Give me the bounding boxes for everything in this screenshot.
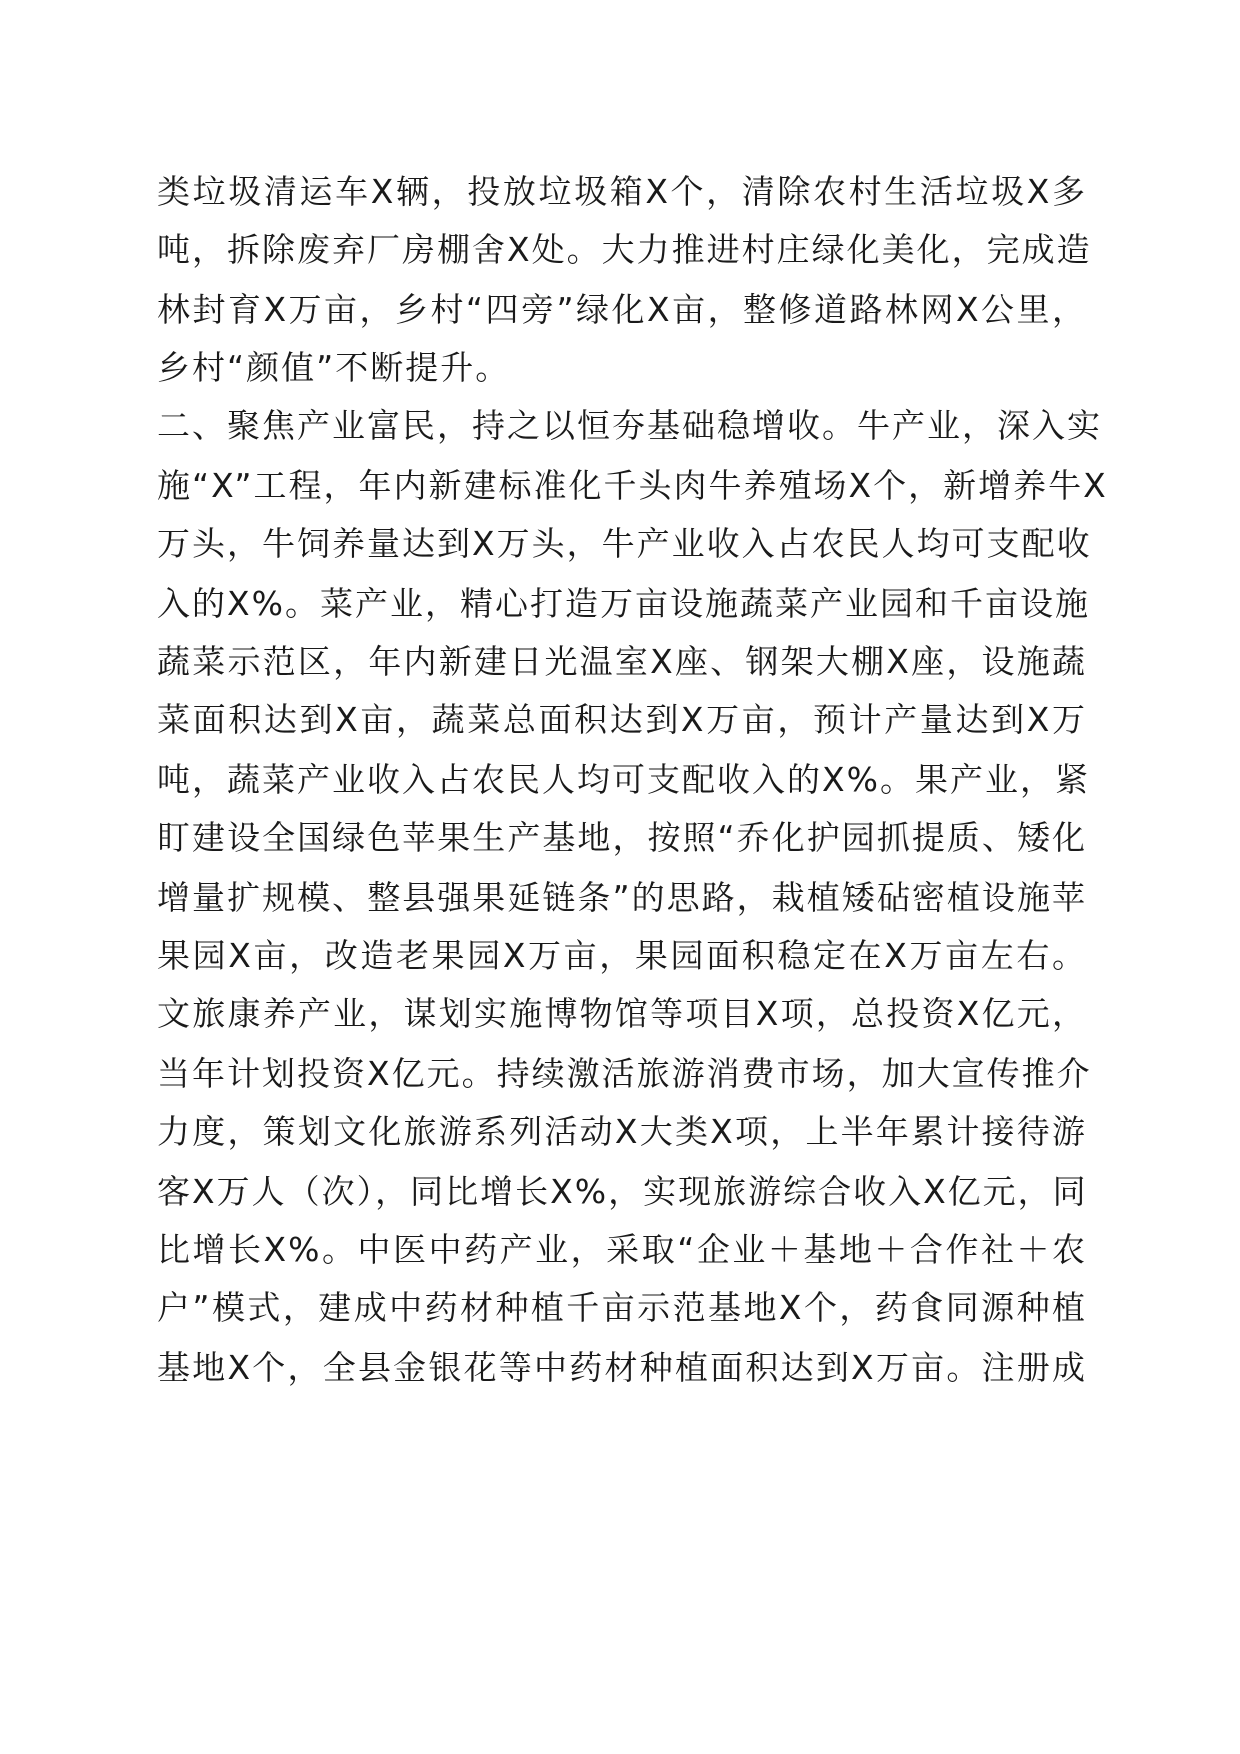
text-line: 户”模式，建成中药材种植千亩示范基地X个，药食同源种植	[157, 1288, 1087, 1327]
text-line: 入的X%。菜产业，精心打造万亩设施蔬菜产业园和千亩设施	[157, 584, 1090, 623]
text-line: 施“X”工程，年内新建标准化千头肉牛养殖场X个，新增养牛X	[157, 466, 1108, 505]
text-line: 力度，策划文化旅游系列活动X大类X项，上半年累计接待游	[157, 1112, 1087, 1151]
text-line: 盯建设全国绿色苹果生产基地，按照“乔化护园抓提质、矮化	[157, 818, 1087, 857]
text-line: 基地X个，全县金银花等中药材种植面积达到X万亩。注册成	[157, 1348, 1087, 1387]
text-line: 吨，拆除废弃厂房棚舍X处。大力推进村庄绿化美化，完成造	[157, 230, 1092, 269]
text-line: 当年计划投资X亿元。持续激活旅游消费市场，加大宣传推介	[157, 1054, 1092, 1093]
text-line: 吨，蔬菜产业收入占农民人均可支配收入的X%。果产业，紧	[157, 760, 1090, 799]
text-line: 林封育X万亩，乡村“四旁”绿化X亩，整修道路林网X公里，	[157, 290, 1087, 329]
section-heading-line: 二、聚焦产业富民，持之以恒夯基础稳增收。牛产业，深入实	[157, 406, 1102, 445]
text-line: 蔬菜示范区，年内新建日光温室X座、钢架大棚X座，设施蔬	[157, 642, 1087, 681]
text-line: 增量扩规模、整县强果延链条”的思路，栽植矮砧密植设施苹	[157, 878, 1087, 917]
text-line: 菜面积达到X亩，蔬菜总面积达到X万亩，预计产量达到X万	[157, 700, 1087, 739]
text-line: 比增长X%。中医中药产业，采取“企业＋基地＋合作社＋农	[157, 1230, 1087, 1269]
text-line: 果园X亩，改造老果园X万亩，果园面积稳定在X万亩左右。	[157, 936, 1087, 975]
text-line: 万头，牛饲养量达到X万头，牛产业收入占农民人均可支配收	[157, 524, 1092, 563]
text-line: 文旅康养产业，谋划实施博物馆等项目X项，总投资X亿元，	[157, 994, 1087, 1033]
text-line: 客X万人（次），同比增长X%，实现旅游综合收入X亿元，同	[157, 1172, 1088, 1211]
text-line: 类垃圾清运车X辆，投放垃圾箱X个，清除农村生活垃圾X多	[157, 172, 1087, 211]
text-line: 乡村“颜值”不断提升。	[157, 348, 511, 387]
